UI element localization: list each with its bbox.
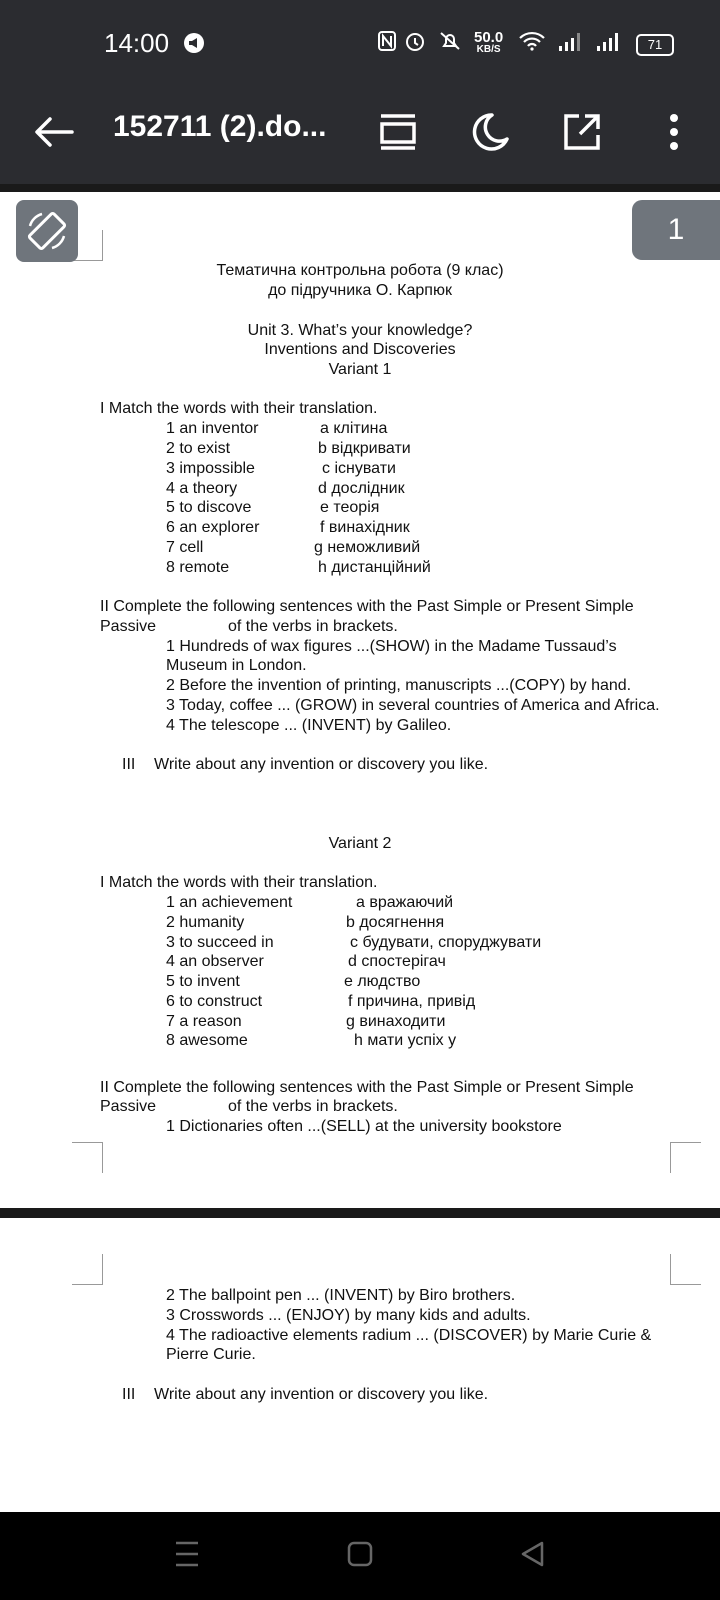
more-options-button[interactable] (650, 108, 698, 156)
notification-icon (183, 32, 205, 58)
back-button[interactable] (30, 108, 78, 156)
speed-value: 50.0 (474, 29, 504, 46)
v1-translation: e теорія (320, 499, 380, 516)
v2-word: 7 a reason (166, 1013, 242, 1030)
v1-word: 8 remote (166, 559, 230, 576)
v1-sentence: 2 Before the invention of printing, manuscripts ...(COPY) by hand. (166, 677, 632, 694)
network-speed (474, 30, 503, 55)
v1-task3-text: Write about any invention or discovery you like. (154, 756, 489, 773)
v2-sentence: 3 Crosswords ... (ENJOY) by many kids and adults. (166, 1307, 531, 1324)
doc-topic-line: Inventions and Discoveries (264, 341, 456, 358)
v2-word: 6 to construct (166, 993, 263, 1010)
v1-translation: d дослідник (318, 480, 405, 497)
signal-icon (558, 30, 584, 56)
v2-translation: d спостерігач (348, 953, 446, 970)
v1-sentence: Museum in London. (166, 657, 307, 674)
back-nav-button[interactable] (520, 1540, 546, 1573)
v2-task2-line2: of the verbs in brackets. (228, 1098, 398, 1115)
v2-translation: g винаходити (346, 1013, 446, 1030)
screen-rotation-icon (26, 210, 68, 252)
v1-word: 2 to exist (166, 440, 231, 457)
menu-icon (174, 1540, 200, 1568)
open-external-icon (563, 113, 601, 151)
v1-sentence: 3 Today, coffee ... (GROW) in several countries of America and Africa. (166, 697, 660, 714)
v1-translation: h дистанційний (318, 559, 431, 576)
v2-word: 1 an achievement (166, 894, 293, 911)
app-toolbar (0, 88, 720, 184)
toolbar-divider (0, 184, 720, 192)
v2-translation: a вражаючий (356, 894, 454, 911)
v2-translation: c будувати, споруджувати (350, 934, 542, 951)
doc-unit-line: Unit 3. What’s your knowledge? (247, 322, 473, 339)
v1-task1-title: I Match the words with their translation. (100, 400, 378, 417)
alarm-icon (404, 30, 426, 56)
v2-translation: b досягнення (346, 914, 445, 931)
arrow-left-icon (34, 116, 74, 148)
page-break (0, 1208, 720, 1218)
v2-task2-passive: Passive (100, 1098, 157, 1115)
v1-sentence: 4 The telescope ... (INVENT) by Galileo. (166, 717, 452, 734)
v2-word: 3 to succeed in (166, 934, 274, 951)
battery-level: 71 (647, 37, 663, 52)
v2-sentence: Pierre Curie. (166, 1346, 256, 1363)
v2-sentence: 1 Dictionaries often ...(SELL) at the university bookstore (166, 1118, 562, 1135)
page-corner-mark (72, 1254, 103, 1285)
battery-icon (636, 34, 674, 56)
v2-word: 4 an observer (166, 953, 264, 970)
v1-translation: c існувати (322, 460, 396, 477)
v1-word: 5 to discove (166, 499, 252, 516)
night-mode-button[interactable] (466, 108, 514, 156)
v2-sentence: 2 The ballpoint pen ... (INVENT) by Biro brothers. (166, 1287, 516, 1304)
system-nav-bar (0, 1512, 720, 1600)
open-external-button[interactable] (558, 108, 606, 156)
more-vert-icon (668, 113, 680, 151)
page-view-icon (379, 112, 417, 152)
doc-header-line2: до підручника О. Карпюк (268, 282, 452, 299)
v2-translation: h мати успіх у (354, 1032, 457, 1049)
v2-word: 5 to invent (166, 973, 240, 990)
v2-word: 8 awesome (166, 1032, 248, 1049)
v1-task2-line2: of the verbs in brackets. (228, 618, 398, 635)
v1-word: 3 impossible (166, 460, 255, 477)
document-title: 152711 (2).do... (113, 110, 327, 143)
page-view-button[interactable] (374, 108, 422, 156)
v2-task1-title: I Match the words with their translation. (100, 874, 378, 891)
v1-translation: b відкривати (318, 440, 411, 457)
page-corner-mark (670, 1254, 701, 1285)
v1-task2-passive: Passive (100, 618, 157, 635)
signal-icon-2 (596, 30, 622, 56)
mute-icon (436, 30, 464, 56)
speed-unit: KB/S (476, 44, 501, 55)
nfc-icon (378, 30, 396, 56)
page-corner-mark (72, 1142, 103, 1173)
v1-task2-line1: II Complete the following sentences with the Past Simple or Present Simple (100, 598, 634, 615)
home-button[interactable] (347, 1540, 373, 1573)
v1-word: 7 cell (166, 539, 204, 556)
v1-word: 6 an explorer (166, 519, 260, 536)
page-number-indicator: 1 (632, 200, 720, 260)
variant2-title: Variant 2 (328, 835, 392, 852)
home-square-icon (347, 1540, 373, 1568)
doc-header-line1: Тематична контрольна робота (9 клас) (216, 262, 504, 279)
status-bar (0, 0, 720, 88)
v2-task3-num: III (122, 1386, 136, 1403)
page-corner-mark (670, 1142, 701, 1173)
recent-apps-button[interactable] (174, 1540, 200, 1573)
v2-task2-line1: II Complete the following sentences with the Past Simple or Present Simple (100, 1079, 634, 1096)
v2-translation: f причина, привід (348, 993, 476, 1010)
status-time: 14:00 (104, 28, 170, 58)
v1-translation: g неможливий (314, 539, 421, 556)
v1-task3-num: III (122, 756, 136, 773)
v2-task3-text: Write about any invention or discovery you like. (154, 1386, 489, 1403)
wifi-icon (518, 30, 546, 56)
v1-word: 4 a theory (166, 480, 238, 497)
rotate-screen-button[interactable] (16, 200, 78, 262)
v2-translation: e людство (344, 973, 421, 990)
variant1-title: Variant 1 (328, 361, 392, 378)
moon-icon (470, 112, 510, 152)
v1-translation: a клітина (320, 420, 388, 437)
v2-sentence: 4 The radioactive elements radium ... (DISCOVER) by Marie Curie & (166, 1327, 652, 1344)
v1-translation: f винахідник (320, 519, 410, 536)
back-triangle-icon (520, 1540, 546, 1568)
v1-sentence: 1 Hundreds of wax figures ...(SHOW) in the Madame Tussaud’s (166, 638, 617, 655)
v2-word: 2 humanity (166, 914, 245, 931)
v1-word: 1 an inventor (166, 420, 259, 437)
